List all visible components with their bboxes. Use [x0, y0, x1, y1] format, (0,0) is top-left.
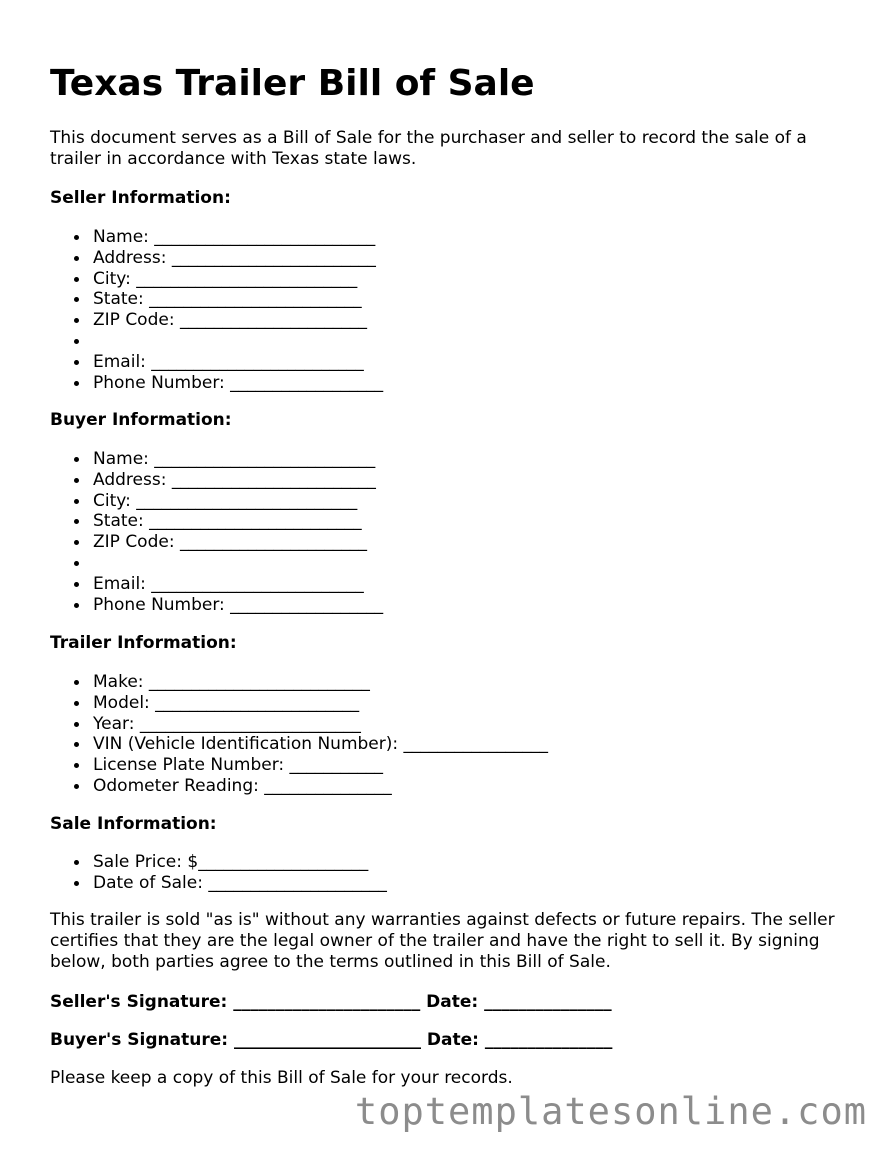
- trailer-odometer-field: Odometer Reading: _______________: [93, 776, 548, 797]
- closing-note: Please keep a copy of this Bill of Sale for your records.: [50, 1068, 513, 1088]
- trailer-plate-field: License Plate Number: ___________: [93, 755, 548, 776]
- buyer-phone-field: Phone Number: __________________: [93, 594, 384, 615]
- buyer-state-field: State: _________________________: [93, 511, 383, 532]
- seller-phone-field: Phone Number: __________________: [93, 372, 384, 393]
- buyer-city-field: City: __________________________: [93, 491, 383, 512]
- trailer-year-field: Year: __________________________: [93, 714, 548, 735]
- seller-heading: Seller Information:: [50, 188, 231, 208]
- trailer-fields-list: [50, 672, 548, 797]
- watermark-text: toptemplatesonline.com: [354, 1090, 867, 1133]
- buyer-zip-field: ZIP Code: ______________________: [93, 532, 383, 553]
- page-title: Texas Trailer Bill of Sale: [50, 63, 535, 104]
- seller-zip-field: ZIP Code: ______________________: [93, 310, 383, 331]
- trailer-model-field: Model: ________________________: [93, 693, 548, 714]
- seller-address-field: Address: ________________________: [93, 248, 383, 269]
- trailer-make-field: Make: __________________________: [93, 672, 548, 693]
- seller-city-field: City: __________________________: [93, 269, 383, 290]
- buyer-empty-item: [93, 553, 383, 574]
- seller-name-field: Name: __________________________: [93, 227, 383, 248]
- seller-fields-list: [50, 227, 383, 393]
- seller-empty-item: [93, 331, 383, 352]
- buyer-address-field: Address: ________________________: [93, 470, 383, 491]
- intro-paragraph: This document serves as a Bill of Sale for the purchaser and seller to record the sale of a trailer in accordance with Texas state laws.: [50, 128, 807, 169]
- buyer-fields-list: [50, 449, 383, 615]
- sale-date-field: Date of Sale: _____________________: [93, 872, 387, 893]
- seller-signature-line: Seller's Signature: ______________________ Date: _______________: [50, 992, 612, 1012]
- seller-email-field: Email: _________________________: [93, 352, 383, 373]
- buyer-email-field: Email: _________________________: [93, 574, 383, 595]
- buyer-name-field: Name: __________________________: [93, 449, 383, 470]
- buyer-signature-line: Buyer's Signature: ______________________ Date: _______________: [50, 1030, 613, 1050]
- buyer-heading: Buyer Information:: [50, 410, 232, 430]
- trailer-heading: Trailer Information:: [50, 633, 237, 653]
- trailer-vin-field: VIN (Vehicle Identification Number): _________________: [93, 734, 549, 755]
- sale-price-field: Sale Price: $____________________: [93, 852, 387, 873]
- sale-heading: Sale Information:: [50, 814, 217, 834]
- seller-state-field: State: _________________________: [93, 289, 383, 310]
- sale-fields-list: [50, 852, 387, 894]
- terms-paragraph: This trailer is sold "as is" without any warranties against defects or future repairs. The seller certifies that they are the legal owner of the trailer and have the right to sell it. By signing below, both parties agree to the terms outlined in this Bill of Sale.: [50, 910, 835, 972]
